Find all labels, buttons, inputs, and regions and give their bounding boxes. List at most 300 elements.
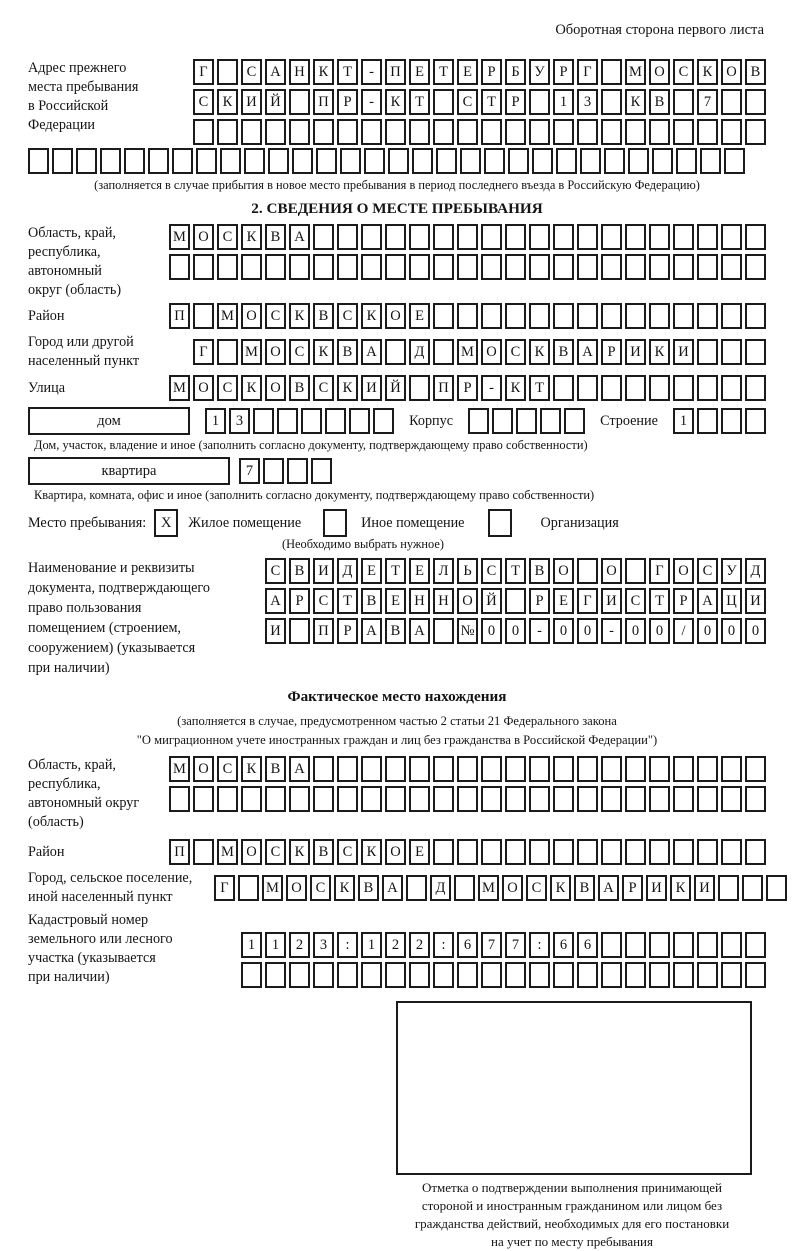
char-cell[interactable]: Т bbox=[649, 588, 670, 614]
char-cell[interactable]: 7 bbox=[239, 458, 260, 484]
char-cell[interactable] bbox=[241, 962, 262, 988]
char-cell[interactable]: У bbox=[529, 59, 550, 85]
char-cell[interactable]: О bbox=[502, 875, 523, 901]
char-cell[interactable] bbox=[577, 558, 598, 584]
char-cell[interactable] bbox=[745, 756, 766, 782]
char-cell[interactable] bbox=[433, 224, 454, 250]
char-cell[interactable]: В bbox=[745, 59, 766, 85]
char-cell[interactable]: 7 bbox=[505, 932, 526, 958]
char-cell[interactable]: К bbox=[241, 224, 262, 250]
char-cell[interactable] bbox=[649, 375, 670, 401]
char-cell[interactable] bbox=[745, 119, 766, 145]
char-cell[interactable]: С bbox=[697, 558, 718, 584]
char-cell[interactable]: К bbox=[670, 875, 691, 901]
char-cell[interactable]: - bbox=[529, 618, 550, 644]
char-cell[interactable] bbox=[649, 786, 670, 812]
char-cell[interactable] bbox=[604, 148, 625, 174]
char-cell[interactable]: К bbox=[334, 875, 355, 901]
char-cell[interactable]: Р bbox=[673, 588, 694, 614]
char-cell[interactable]: Н bbox=[289, 59, 310, 85]
char-cell[interactable] bbox=[484, 148, 505, 174]
char-cell[interactable]: В bbox=[265, 224, 286, 250]
char-cell[interactable]: С bbox=[313, 588, 334, 614]
char-cell[interactable] bbox=[649, 224, 670, 250]
char-cell[interactable]: Р bbox=[553, 59, 574, 85]
char-cell[interactable]: 3 bbox=[229, 408, 250, 434]
char-cell[interactable]: Р bbox=[505, 89, 526, 115]
char-cell[interactable]: Р bbox=[622, 875, 643, 901]
char-cell[interactable]: В bbox=[361, 588, 382, 614]
char-cell[interactable] bbox=[433, 119, 454, 145]
char-cell[interactable] bbox=[193, 786, 214, 812]
char-cell[interactable]: С bbox=[265, 558, 286, 584]
char-cell[interactable] bbox=[433, 839, 454, 865]
char-cell[interactable] bbox=[277, 408, 298, 434]
char-cell[interactable]: 1 bbox=[241, 932, 262, 958]
char-cell[interactable]: В bbox=[313, 839, 334, 865]
char-cell[interactable] bbox=[721, 932, 742, 958]
char-cell[interactable] bbox=[508, 148, 529, 174]
char-cell[interactable]: Г bbox=[577, 588, 598, 614]
char-cell[interactable] bbox=[433, 962, 454, 988]
char-cell[interactable]: М bbox=[625, 59, 646, 85]
char-cell[interactable] bbox=[649, 254, 670, 280]
char-cell[interactable] bbox=[721, 303, 742, 329]
char-cell[interactable] bbox=[745, 339, 766, 365]
char-cell[interactable] bbox=[577, 303, 598, 329]
char-cell[interactable] bbox=[193, 119, 214, 145]
char-cell[interactable] bbox=[361, 962, 382, 988]
char-cell[interactable]: У bbox=[721, 558, 742, 584]
char-cell[interactable] bbox=[433, 756, 454, 782]
char-cell[interactable]: М bbox=[262, 875, 283, 901]
char-cell[interactable]: 7 bbox=[481, 932, 502, 958]
char-cell[interactable] bbox=[364, 148, 385, 174]
char-cell[interactable] bbox=[169, 786, 190, 812]
char-cell[interactable]: П bbox=[169, 303, 190, 329]
char-cell[interactable]: К bbox=[313, 339, 334, 365]
char-cell[interactable] bbox=[745, 408, 766, 434]
char-cell[interactable] bbox=[697, 756, 718, 782]
char-cell[interactable] bbox=[457, 254, 478, 280]
char-cell[interactable]: Р bbox=[529, 588, 550, 614]
char-cell[interactable]: А bbox=[289, 224, 310, 250]
char-cell[interactable] bbox=[745, 375, 766, 401]
char-cell[interactable] bbox=[313, 786, 334, 812]
char-cell[interactable] bbox=[385, 756, 406, 782]
char-cell[interactable] bbox=[505, 303, 526, 329]
char-cell[interactable]: 0 bbox=[577, 618, 598, 644]
char-cell[interactable] bbox=[505, 588, 526, 614]
char-cell[interactable]: К bbox=[550, 875, 571, 901]
char-cell[interactable]: Р bbox=[457, 375, 478, 401]
char-cell[interactable] bbox=[313, 254, 334, 280]
char-cell[interactable]: М bbox=[217, 839, 238, 865]
char-cell[interactable] bbox=[457, 119, 478, 145]
char-cell[interactable] bbox=[409, 375, 430, 401]
char-cell[interactable] bbox=[436, 148, 457, 174]
char-cell[interactable] bbox=[553, 756, 574, 782]
char-cell[interactable] bbox=[628, 148, 649, 174]
char-cell[interactable]: Т bbox=[337, 59, 358, 85]
char-cell[interactable] bbox=[337, 119, 358, 145]
char-cell[interactable]: Т bbox=[433, 59, 454, 85]
char-cell[interactable]: М bbox=[241, 339, 262, 365]
char-cell[interactable] bbox=[409, 756, 430, 782]
char-cell[interactable] bbox=[361, 224, 382, 250]
char-cell[interactable]: А bbox=[598, 875, 619, 901]
char-cell[interactable]: 0 bbox=[553, 618, 574, 644]
char-cell[interactable] bbox=[673, 839, 694, 865]
char-cell[interactable]: О bbox=[193, 224, 214, 250]
char-cell[interactable]: А bbox=[289, 756, 310, 782]
char-cell[interactable]: Й bbox=[385, 375, 406, 401]
char-cell[interactable] bbox=[263, 458, 284, 484]
char-cell[interactable]: К bbox=[217, 89, 238, 115]
char-cell[interactable]: Г bbox=[193, 339, 214, 365]
char-cell[interactable]: О bbox=[601, 558, 622, 584]
char-cell[interactable]: К bbox=[289, 303, 310, 329]
char-cell[interactable]: В bbox=[574, 875, 595, 901]
char-cell[interactable]: М bbox=[217, 303, 238, 329]
char-cell[interactable]: 0 bbox=[697, 618, 718, 644]
char-cell[interactable] bbox=[625, 303, 646, 329]
char-cell[interactable] bbox=[385, 254, 406, 280]
char-cell[interactable] bbox=[553, 786, 574, 812]
char-cell[interactable]: В bbox=[337, 339, 358, 365]
char-cell[interactable] bbox=[649, 839, 670, 865]
char-cell[interactable] bbox=[625, 254, 646, 280]
char-cell[interactable] bbox=[649, 932, 670, 958]
char-cell[interactable] bbox=[457, 786, 478, 812]
char-cell[interactable] bbox=[721, 962, 742, 988]
char-cell[interactable]: В bbox=[358, 875, 379, 901]
char-cell[interactable]: О bbox=[265, 339, 286, 365]
char-cell[interactable] bbox=[697, 375, 718, 401]
char-cell[interactable] bbox=[385, 962, 406, 988]
char-cell[interactable]: Р bbox=[481, 59, 502, 85]
char-cell[interactable] bbox=[454, 875, 475, 901]
char-cell[interactable] bbox=[625, 558, 646, 584]
char-cell[interactable]: И bbox=[646, 875, 667, 901]
char-cell[interactable] bbox=[697, 932, 718, 958]
char-cell[interactable] bbox=[673, 224, 694, 250]
char-cell[interactable]: Й bbox=[265, 89, 286, 115]
char-cell[interactable]: Т bbox=[481, 89, 502, 115]
char-cell[interactable] bbox=[385, 119, 406, 145]
char-cell[interactable]: И bbox=[313, 558, 334, 584]
char-cell[interactable]: П bbox=[313, 618, 334, 644]
char-cell[interactable]: И bbox=[241, 89, 262, 115]
char-cell[interactable] bbox=[564, 408, 585, 434]
char-cell[interactable]: С bbox=[217, 756, 238, 782]
char-cell[interactable]: Р bbox=[337, 618, 358, 644]
char-cell[interactable]: П bbox=[169, 839, 190, 865]
char-cell[interactable] bbox=[316, 148, 337, 174]
char-cell[interactable]: О bbox=[721, 59, 742, 85]
char-cell[interactable]: Г bbox=[214, 875, 235, 901]
char-cell[interactable] bbox=[673, 254, 694, 280]
char-cell[interactable]: Б bbox=[505, 59, 526, 85]
char-cell[interactable]: 0 bbox=[721, 618, 742, 644]
char-cell[interactable] bbox=[337, 756, 358, 782]
char-cell[interactable] bbox=[481, 254, 502, 280]
char-cell[interactable] bbox=[745, 932, 766, 958]
char-cell[interactable] bbox=[577, 839, 598, 865]
char-cell[interactable] bbox=[673, 756, 694, 782]
char-cell[interactable] bbox=[625, 962, 646, 988]
char-cell[interactable] bbox=[505, 224, 526, 250]
char-cell[interactable]: Е bbox=[553, 588, 574, 614]
char-cell[interactable] bbox=[721, 254, 742, 280]
char-cell[interactable] bbox=[553, 962, 574, 988]
char-cell[interactable]: П bbox=[433, 375, 454, 401]
char-cell[interactable]: 0 bbox=[625, 618, 646, 644]
char-cell[interactable] bbox=[721, 224, 742, 250]
char-cell[interactable]: С bbox=[457, 89, 478, 115]
char-cell[interactable] bbox=[265, 962, 286, 988]
char-cell[interactable] bbox=[745, 786, 766, 812]
char-cell[interactable] bbox=[217, 254, 238, 280]
char-cell[interactable]: О bbox=[649, 59, 670, 85]
char-cell[interactable]: Д bbox=[409, 339, 430, 365]
char-cell[interactable] bbox=[460, 148, 481, 174]
char-cell[interactable]: И bbox=[265, 618, 286, 644]
char-cell[interactable]: П bbox=[313, 89, 334, 115]
char-cell[interactable]: Г bbox=[577, 59, 598, 85]
char-cell[interactable] bbox=[409, 962, 430, 988]
char-cell[interactable]: В bbox=[289, 558, 310, 584]
char-cell[interactable] bbox=[193, 303, 214, 329]
char-cell[interactable]: 3 bbox=[577, 89, 598, 115]
char-cell[interactable]: В bbox=[313, 303, 334, 329]
char-cell[interactable] bbox=[505, 839, 526, 865]
char-cell[interactable] bbox=[601, 756, 622, 782]
char-cell[interactable]: О bbox=[481, 339, 502, 365]
char-cell[interactable] bbox=[287, 458, 308, 484]
char-cell[interactable]: 0 bbox=[745, 618, 766, 644]
char-cell[interactable] bbox=[721, 119, 742, 145]
char-cell[interactable]: 1 bbox=[205, 408, 226, 434]
char-cell[interactable]: И bbox=[625, 339, 646, 365]
char-cell[interactable] bbox=[241, 119, 262, 145]
char-cell[interactable]: И bbox=[694, 875, 715, 901]
char-cell[interactable]: 1 bbox=[553, 89, 574, 115]
char-cell[interactable]: Й bbox=[481, 588, 502, 614]
char-cell[interactable] bbox=[577, 786, 598, 812]
char-cell[interactable]: Т bbox=[505, 558, 526, 584]
char-cell[interactable]: Е bbox=[409, 558, 430, 584]
char-cell[interactable]: Т bbox=[337, 588, 358, 614]
char-cell[interactable]: А bbox=[409, 618, 430, 644]
char-cell[interactable] bbox=[718, 875, 739, 901]
char-cell[interactable] bbox=[529, 962, 550, 988]
char-cell[interactable]: К bbox=[697, 59, 718, 85]
char-cell[interactable]: С bbox=[265, 303, 286, 329]
char-cell[interactable]: К bbox=[649, 339, 670, 365]
char-cell[interactable] bbox=[601, 932, 622, 958]
char-cell[interactable] bbox=[76, 148, 97, 174]
char-cell[interactable] bbox=[433, 618, 454, 644]
char-cell[interactable] bbox=[601, 89, 622, 115]
char-cell[interactable] bbox=[516, 408, 537, 434]
char-cell[interactable]: Г bbox=[649, 558, 670, 584]
char-cell[interactable] bbox=[673, 119, 694, 145]
char-cell[interactable]: К bbox=[385, 89, 406, 115]
char-cell[interactable] bbox=[292, 148, 313, 174]
char-cell[interactable] bbox=[673, 932, 694, 958]
char-cell[interactable]: О bbox=[385, 839, 406, 865]
char-cell[interactable] bbox=[505, 119, 526, 145]
char-cell[interactable]: В bbox=[649, 89, 670, 115]
char-cell[interactable]: С bbox=[481, 558, 502, 584]
char-cell[interactable] bbox=[742, 875, 763, 901]
char-cell[interactable] bbox=[468, 408, 489, 434]
char-cell[interactable] bbox=[745, 89, 766, 115]
char-cell[interactable]: А bbox=[265, 588, 286, 614]
char-cell[interactable]: В bbox=[385, 618, 406, 644]
char-cell[interactable] bbox=[673, 89, 694, 115]
char-cell[interactable] bbox=[577, 224, 598, 250]
char-cell[interactable]: Р bbox=[289, 588, 310, 614]
char-cell[interactable] bbox=[601, 962, 622, 988]
char-cell[interactable]: В bbox=[529, 558, 550, 584]
char-cell[interactable] bbox=[625, 786, 646, 812]
char-cell[interactable]: 6 bbox=[553, 932, 574, 958]
char-cell[interactable] bbox=[505, 962, 526, 988]
char-cell[interactable]: О bbox=[385, 303, 406, 329]
char-cell[interactable]: № bbox=[457, 618, 478, 644]
char-cell[interactable] bbox=[361, 119, 382, 145]
char-cell[interactable]: И bbox=[361, 375, 382, 401]
char-cell[interactable] bbox=[649, 119, 670, 145]
char-cell[interactable] bbox=[289, 618, 310, 644]
char-cell[interactable] bbox=[721, 339, 742, 365]
char-cell[interactable] bbox=[265, 119, 286, 145]
char-cell[interactable] bbox=[766, 875, 787, 901]
char-cell[interactable]: К bbox=[241, 756, 262, 782]
char-cell[interactable] bbox=[529, 786, 550, 812]
char-cell[interactable] bbox=[337, 254, 358, 280]
char-cell[interactable]: И bbox=[601, 588, 622, 614]
char-cell[interactable] bbox=[349, 408, 370, 434]
char-cell[interactable]: 7 bbox=[697, 89, 718, 115]
char-cell[interactable] bbox=[625, 839, 646, 865]
char-cell[interactable] bbox=[340, 148, 361, 174]
char-cell[interactable]: Т bbox=[385, 558, 406, 584]
char-cell[interactable] bbox=[361, 786, 382, 812]
char-cell[interactable] bbox=[172, 148, 193, 174]
char-cell[interactable]: Т bbox=[529, 375, 550, 401]
char-cell[interactable]: 2 bbox=[385, 932, 406, 958]
char-cell[interactable] bbox=[529, 839, 550, 865]
char-cell[interactable] bbox=[673, 786, 694, 812]
char-cell[interactable]: О bbox=[241, 839, 262, 865]
char-cell[interactable]: С bbox=[673, 59, 694, 85]
char-cell[interactable] bbox=[745, 962, 766, 988]
char-cell[interactable] bbox=[217, 786, 238, 812]
char-cell[interactable] bbox=[385, 224, 406, 250]
char-cell[interactable] bbox=[217, 339, 238, 365]
char-cell[interactable]: М bbox=[169, 756, 190, 782]
char-cell[interactable] bbox=[697, 303, 718, 329]
char-cell[interactable] bbox=[311, 458, 332, 484]
checkbox-zhiloe[interactable]: X bbox=[154, 509, 178, 537]
char-cell[interactable]: О bbox=[553, 558, 574, 584]
char-cell[interactable]: К bbox=[289, 839, 310, 865]
char-cell[interactable]: К bbox=[505, 375, 526, 401]
char-cell[interactable] bbox=[313, 224, 334, 250]
char-cell[interactable] bbox=[697, 254, 718, 280]
char-cell[interactable] bbox=[697, 119, 718, 145]
char-cell[interactable] bbox=[697, 224, 718, 250]
char-cell[interactable]: : bbox=[529, 932, 550, 958]
char-cell[interactable]: А bbox=[382, 875, 403, 901]
char-cell[interactable] bbox=[505, 786, 526, 812]
char-cell[interactable] bbox=[337, 786, 358, 812]
char-cell[interactable] bbox=[553, 224, 574, 250]
char-cell[interactable]: К bbox=[361, 303, 382, 329]
char-cell[interactable] bbox=[580, 148, 601, 174]
char-cell[interactable] bbox=[100, 148, 121, 174]
char-cell[interactable] bbox=[193, 254, 214, 280]
char-cell[interactable]: О bbox=[241, 303, 262, 329]
char-cell[interactable]: О bbox=[193, 375, 214, 401]
char-cell[interactable]: П bbox=[385, 59, 406, 85]
char-cell[interactable] bbox=[433, 254, 454, 280]
char-cell[interactable]: Д bbox=[430, 875, 451, 901]
char-cell[interactable] bbox=[577, 254, 598, 280]
char-cell[interactable] bbox=[313, 962, 334, 988]
char-cell[interactable]: С bbox=[310, 875, 331, 901]
char-cell[interactable] bbox=[457, 303, 478, 329]
char-cell[interactable]: С bbox=[625, 588, 646, 614]
char-cell[interactable] bbox=[433, 339, 454, 365]
char-cell[interactable] bbox=[325, 408, 346, 434]
char-cell[interactable] bbox=[649, 962, 670, 988]
char-cell[interactable] bbox=[540, 408, 561, 434]
char-cell[interactable] bbox=[697, 839, 718, 865]
char-cell[interactable] bbox=[481, 224, 502, 250]
char-cell[interactable]: А bbox=[697, 588, 718, 614]
char-cell[interactable]: С bbox=[217, 224, 238, 250]
char-cell[interactable] bbox=[481, 839, 502, 865]
char-cell[interactable]: Е bbox=[409, 59, 430, 85]
char-cell[interactable]: Т bbox=[409, 89, 430, 115]
char-cell[interactable] bbox=[265, 254, 286, 280]
char-cell[interactable]: Е bbox=[457, 59, 478, 85]
char-cell[interactable] bbox=[385, 339, 406, 365]
char-cell[interactable]: Е bbox=[409, 839, 430, 865]
char-cell[interactable]: А bbox=[577, 339, 598, 365]
char-cell[interactable]: 6 bbox=[457, 932, 478, 958]
char-cell[interactable]: Е bbox=[385, 588, 406, 614]
char-cell[interactable] bbox=[745, 254, 766, 280]
char-cell[interactable] bbox=[361, 254, 382, 280]
char-cell[interactable]: : bbox=[337, 932, 358, 958]
char-cell[interactable] bbox=[289, 89, 310, 115]
checkbox-inoe[interactable] bbox=[323, 509, 347, 537]
char-cell[interactable] bbox=[244, 148, 265, 174]
char-cell[interactable]: 2 bbox=[409, 932, 430, 958]
char-cell[interactable]: С bbox=[265, 839, 286, 865]
char-cell[interactable] bbox=[28, 148, 49, 174]
char-cell[interactable] bbox=[373, 408, 394, 434]
char-cell[interactable] bbox=[577, 119, 598, 145]
char-cell[interactable] bbox=[625, 932, 646, 958]
char-cell[interactable] bbox=[289, 254, 310, 280]
char-cell[interactable]: - bbox=[481, 375, 502, 401]
